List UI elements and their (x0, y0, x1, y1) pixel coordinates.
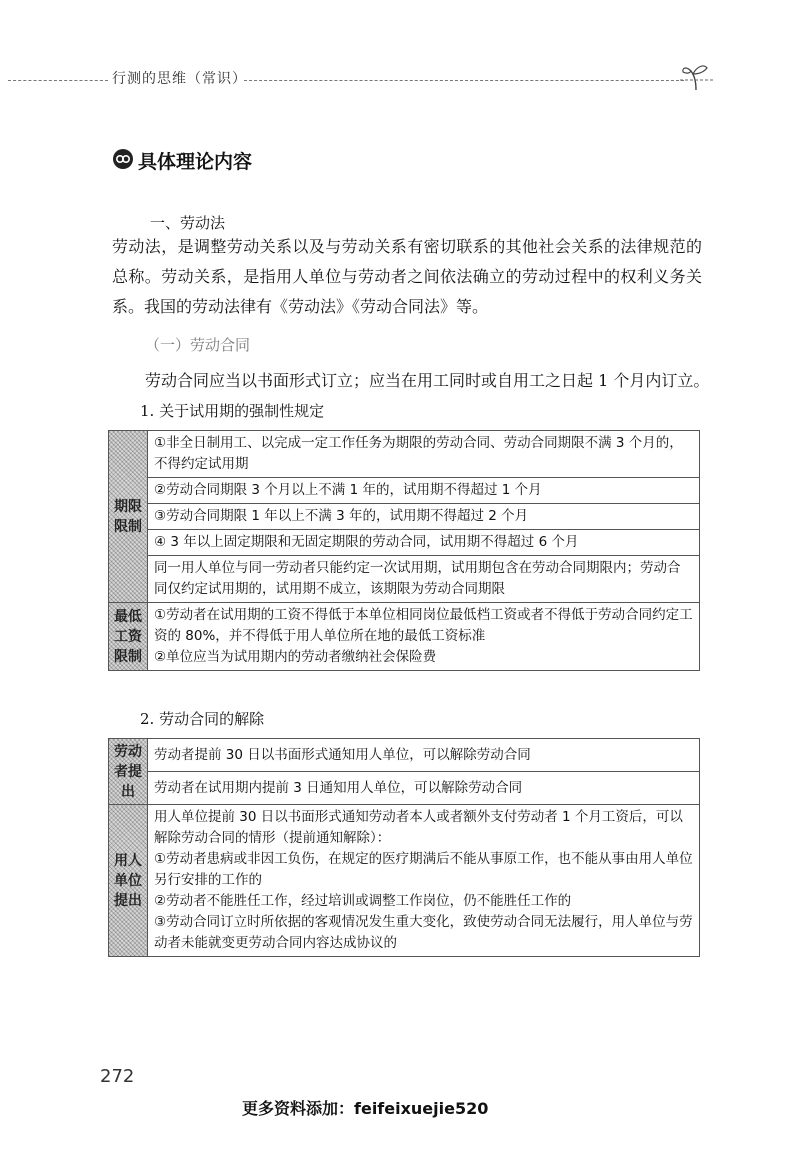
row-header-term-limit (109, 431, 148, 603)
table-cell: ①非全日制用工、以完成一定工作任务为期限的劳动合同、劳动合同期限不满 3 个月的，不得约定试用期 (148, 431, 700, 478)
table-cell: 同一用人单位与同一劳动者只能约定一次试用期，试用期包含在劳动合同期限内；劳动合同仅约定试用期的，试用期不成立，该期限为劳动合同期限 (148, 556, 700, 603)
table-cell: 劳动者在试用期内提前 3 日通知用人单位，可以解除劳动合同 (148, 772, 700, 805)
row-header-employee (109, 739, 148, 805)
table-line: ③劳动合同订立时所依据的客观情况发生重大变化，致使劳动合同无法履行，用人单位与劳动者未能就变更劳动合同内容达成协议的 (154, 914, 693, 951)
sprout-icon (680, 58, 716, 92)
header-rule-left (8, 80, 108, 81)
table-cell (148, 603, 700, 671)
table-cell: 劳动者提前 30 日以书面形式通知用人单位，可以解除劳动合同 (148, 739, 700, 772)
table-cell: ③劳动合同期限 1 年以上不满 3 年的，试用期不得超过 2 个月 (148, 504, 700, 530)
section-title: 具体理论内容 (138, 151, 253, 173)
table-cell: ④ 3 年以上固定期限和无固定期限的劳动合同，试用期不得超过 6 个月 (148, 530, 700, 556)
page-number: 272 (100, 1066, 135, 1087)
footer-note: 更多资料添加：feifeixuejie520 (242, 1099, 489, 1118)
row-header-label: 用人单位提出 (114, 852, 142, 909)
table-cell: ②劳动合同期限 3 个月以上不满 1 年的，试用期不得超过 1 个月 (148, 478, 700, 504)
section-bullet-icon (112, 148, 134, 170)
table-cell (148, 805, 700, 957)
paragraph-labor-contract: 劳动合同应当以书面形式订立；应当在用工同时或自用工之日起 1 个月内订立。 (145, 371, 710, 390)
contract-termination-table (108, 738, 700, 957)
item-probation-rules: 1. 关于试用期的强制性规定 (140, 402, 325, 420)
row-header-employer (109, 805, 148, 957)
item-contract-termination: 2. 劳动合同的解除 (140, 710, 265, 728)
table-line: 用人单位提前 30 日以书面形式通知劳动者本人或者额外支付劳动者 1 个月工资后，可以解除劳动合同的情形（提前通知解除）： (154, 809, 683, 846)
header-rule-right (244, 80, 684, 81)
subheading-labor-law: 一、劳动法 (150, 214, 226, 232)
row-header-label: 期限限制 (114, 498, 142, 535)
row-header-min-wage (109, 603, 148, 671)
paragraph-labor-law: 劳动法，是调整劳动关系以及与劳动关系有密切联系的其他社会关系的法律规范的总称。劳动关系，是指用人单位与劳动者之间依法确立的劳动过程中的权利义务关系。我国的劳动法律有《劳动法》《劳动合同法》等。 (112, 237, 702, 316)
table-line: ②劳动者不能胜任工作，经过培训或调整工作岗位，仍不能胜任工作的 (154, 893, 572, 909)
table-line: ①劳动者患病或非因工负伤，在规定的医疗期满后不能从事原工作，也不能从事由用人单位另行安排的工作的 (154, 851, 693, 888)
running-header-title: 行测的思维（常识） (112, 71, 247, 87)
subheading-labor-contract: （一）劳动合同 (145, 336, 251, 354)
row-header-label: 最低工资限制 (114, 608, 142, 665)
table-line: ②单位应当为试用期内的劳动者缴纳社会保险费 (154, 649, 437, 665)
probation-rules-table (108, 430, 700, 671)
table-line: ①劳动者在试用期的工资不得低于本单位相同岗位最低档工资或者不得低于劳动合同约定工资的 80%，并不得低于用人单位所在地的最低工资标准 (154, 607, 693, 644)
row-header-label: 劳动者提出 (114, 743, 142, 800)
